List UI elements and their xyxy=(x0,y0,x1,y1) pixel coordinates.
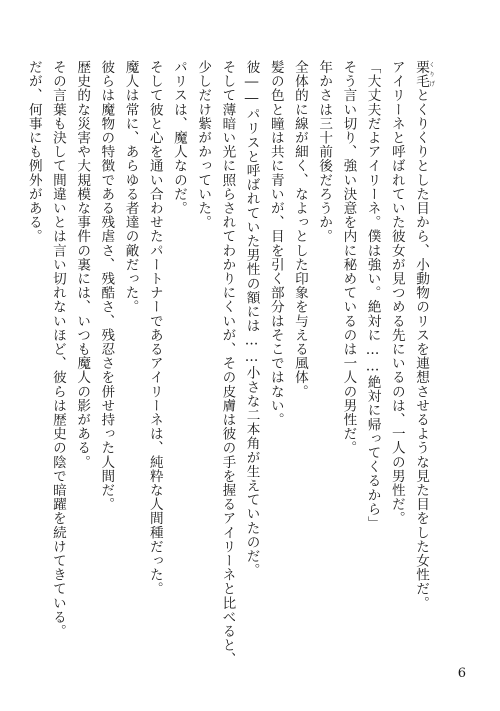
ruby-reading: くりげ xyxy=(427,60,435,89)
text-line-11: パリスは、魔人なのだ。 xyxy=(170,60,187,216)
text-line-9: そして薄暗い光に照らされてわかりにくいが、その皮膚は彼の手を握るアイリーネと比べると、 xyxy=(219,60,236,667)
text-line-6: 全体的に線が細く、なよっとした印象を与える風体。 xyxy=(291,60,308,399)
text-line-12: そして彼と心を通い合わせたパートナーであるアイリーネは、純粋な人間種だった。 xyxy=(146,60,163,596)
text-line-14: 彼らは魔物の特徴である残虐さ、残酷さ、残忍さを併せ持った人間だ。 xyxy=(98,60,115,512)
ruby-word: 栗毛くりげ xyxy=(413,60,435,89)
page-number: 6 xyxy=(457,666,466,681)
text-line-10: 少しだけ紫がかっていた。 xyxy=(195,60,212,230)
text-line-17: だが、何事にも例外がある。 xyxy=(25,60,42,244)
vertical-text-body xyxy=(22,60,435,667)
text-line-16: その言葉も決して間違いとは言い切れないほど、彼らは歴史の陰で暗躍を続けてきている。 xyxy=(49,60,66,639)
text-line-13: 魔人は常に、あらゆる者達の敵だった。 xyxy=(122,60,139,314)
text-line-15: 歴史的な災害や大規模な事件の裏には、いつも魔人の影がある。 xyxy=(74,60,91,469)
text-line-3: 「大丈夫だよアイリーネ。僕は強い。絶対に……絶対に帰ってくるから」 xyxy=(364,60,381,531)
text-line-5: 年かさは三十前後だろうか。 xyxy=(316,60,333,244)
text-line-1: 栗毛くりげとくりくりとした目から、小動物のリスを連想させるような見た目をした女性だ。 xyxy=(413,60,435,610)
text-line-7: 髪の色と瞳は共に青いが、目を引く部分はそこではない。 xyxy=(267,60,284,427)
text-line-2: アイリーネと呼ばれていた彼女が見つめる先にいるのは、一人の男性だ。 xyxy=(388,60,405,526)
text-line-4: そう言い切り、強い決意を内に秘めているのは一人の男性だ。 xyxy=(340,60,357,455)
text-line-8: 彼――パリスと呼ばれていた男性の額には……小さな二本角が生えていたのだ。 xyxy=(243,60,260,578)
